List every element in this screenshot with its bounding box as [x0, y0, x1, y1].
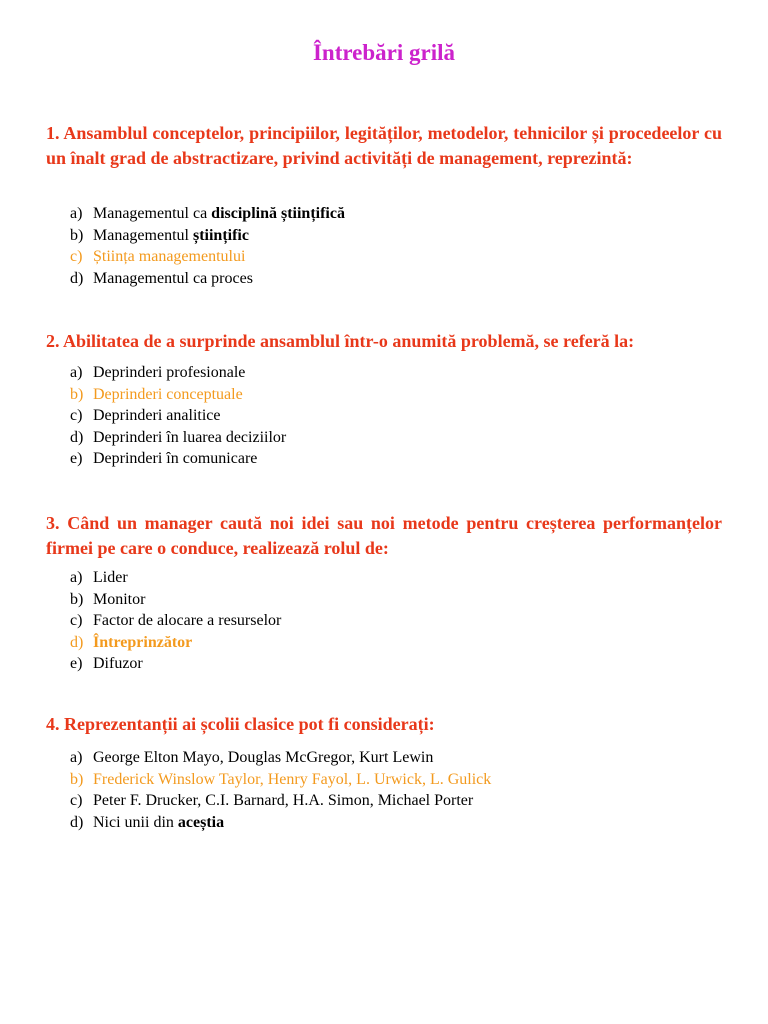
option-1c-correct: c) Știința managementului	[70, 248, 246, 265]
option-3d-correct: d) Întreprinzător	[70, 633, 193, 651]
question-3-text: 3. Când un manager caută noi idei sau noi metode pentru creșterea performanțelor firmei pe care o conduce, realizează rolul de:	[46, 513, 722, 558]
option-3a: a) Lider	[70, 569, 128, 586]
question-1-text: 1. Ansamblul conceptelor, principiilor, legităților, metodelor, tehnicilor și procedeelor cu un înalt grad de abstractizare, privind activități de management, reprezintă:	[46, 123, 722, 168]
option-1d: d) Managementul ca proces	[70, 269, 253, 287]
question-2-text: 2. Abilitatea de a surprinde ansamblul într-o anumită problemă, se referă la:	[46, 331, 635, 351]
question-1-options	[70, 203, 345, 289]
option-2c: c) Deprinderi analitice	[70, 407, 221, 424]
option-4a: a) George Elton Mayo, Douglas McGregor, Kurt Lewin	[70, 749, 434, 766]
question-4-options	[70, 747, 491, 833]
option-2a: a) Deprinderi profesionale	[70, 364, 246, 381]
option-1a: a) Managementul ca disciplină științifică	[70, 205, 345, 222]
option-3b: b) Monitor	[70, 590, 146, 608]
option-2d: d) Deprinderi în luarea deciziilor	[70, 428, 287, 446]
option-4d: d) Nici unii din aceștia	[70, 813, 225, 831]
option-2b-correct: b) Deprinderi conceptuale	[70, 385, 243, 403]
option-1b: b) Managementul științific	[70, 226, 249, 244]
question-2-options	[70, 362, 286, 470]
option-4c: c) Peter F. Drucker, C.I. Barnard, H.A. Simon, Michael Porter	[70, 792, 474, 809]
option-3c: c) Factor de alocare a resurselor	[70, 612, 282, 629]
option-4b-correct: b) Frederick Winslow Taylor, Henry Fayol, L. Urwick, L. Gulick	[70, 770, 492, 788]
page-title: Întrebări grilă	[312, 40, 456, 65]
question-3-options	[70, 567, 281, 675]
option-3e: e) Difuzor	[70, 655, 143, 672]
question-4-text: 4. Reprezentanții ai școlii clasice pot fi considerați:	[46, 714, 435, 734]
option-2e: e) Deprinderi în comunicare	[70, 450, 258, 467]
